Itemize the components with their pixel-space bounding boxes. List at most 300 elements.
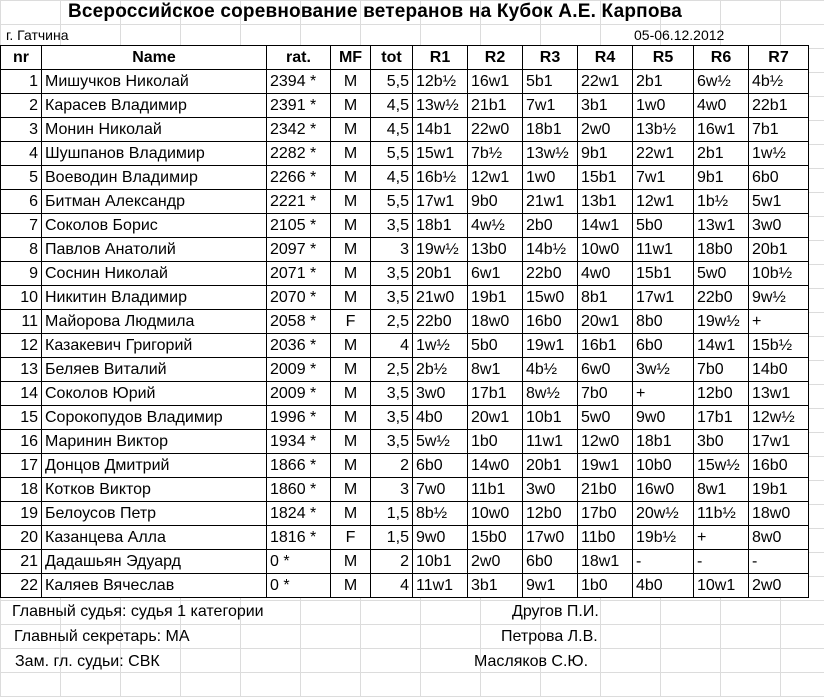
round-6-cell[interactable]: 7b0 [694, 358, 749, 382]
player-name-cell[interactable]: Казакевич Григорий [42, 334, 267, 358]
round-6-cell[interactable]: 5w0 [694, 262, 749, 286]
round-3-cell[interactable]: 16b0 [523, 310, 578, 334]
round-5-cell[interactable]: 2b1 [633, 70, 694, 94]
round-4-cell[interactable]: 3b1 [578, 94, 633, 118]
round-5-cell[interactable]: 11w1 [633, 238, 694, 262]
round-1-cell[interactable]: 2b½ [413, 358, 468, 382]
player-number-cell[interactable]: 4 [1, 142, 42, 166]
table-row [1, 286, 809, 310]
round-7-cell[interactable]: + [749, 310, 809, 334]
round-2-cell[interactable]: 5b0 [468, 334, 523, 358]
round-7-cell[interactable]: 20b1 [749, 238, 809, 262]
round-4-cell[interactable]: 13b1 [578, 190, 633, 214]
round-2-cell[interactable]: 22w0 [468, 118, 523, 142]
round-2-cell[interactable]: 15b0 [468, 526, 523, 550]
gender-cell[interactable]: M [331, 94, 371, 118]
round-2-cell[interactable]: 21b1 [468, 94, 523, 118]
round-3-cell[interactable]: 2b0 [523, 214, 578, 238]
rating-cell[interactable]: 2071 * [267, 262, 331, 286]
round-4-cell[interactable]: 8b1 [578, 286, 633, 310]
round-1-cell[interactable]: 19w½ [413, 238, 468, 262]
round-2-cell[interactable]: 2w0 [468, 550, 523, 574]
column-header[interactable]: R4 [578, 46, 633, 70]
date-label: 05-06.12.2012 [634, 27, 725, 43]
round-3-cell[interactable]: 14b½ [523, 238, 578, 262]
rating-cell[interactable]: 1934 * [267, 430, 331, 454]
round-5-cell[interactable]: 1w0 [633, 94, 694, 118]
player-name-cell[interactable]: Битман Александр [42, 190, 267, 214]
round-5-cell[interactable]: 8b0 [633, 310, 694, 334]
player-number-cell[interactable]: 14 [1, 382, 42, 406]
rating-cell[interactable]: 2036 * [267, 334, 331, 358]
round-2-cell[interactable]: 7b½ [468, 142, 523, 166]
player-name-cell[interactable]: Павлов Анатолий [42, 238, 267, 262]
player-number-cell[interactable]: 3 [1, 118, 42, 142]
round-4-cell[interactable]: 5w0 [578, 406, 633, 430]
total-score-cell[interactable]: 3,5 [371, 214, 413, 238]
round-1-cell[interactable]: 7w0 [413, 478, 468, 502]
column-header[interactable]: nr [1, 46, 42, 70]
round-7-cell[interactable]: 15b½ [749, 334, 809, 358]
round-5-cell[interactable]: 7w1 [633, 166, 694, 190]
rating-cell[interactable]: 2058 * [267, 310, 331, 334]
round-3-cell[interactable]: 11w1 [523, 430, 578, 454]
round-4-cell[interactable]: 1b0 [578, 574, 633, 598]
round-1-cell[interactable]: 8b½ [413, 502, 468, 526]
round-5-cell[interactable]: 6b0 [633, 334, 694, 358]
rating-cell[interactable]: 1866 * [267, 454, 331, 478]
player-name-cell[interactable]: Маринин Виктор [42, 430, 267, 454]
round-6-cell[interactable]: 19w½ [694, 310, 749, 334]
player-number-cell[interactable]: 6 [1, 190, 42, 214]
round-7-cell[interactable]: 16b0 [749, 454, 809, 478]
round-3-cell[interactable]: 1w0 [523, 166, 578, 190]
round-7-cell[interactable]: - [749, 550, 809, 574]
deputy-judge-name: Масляков С.Ю. [474, 653, 589, 670]
rating-cell[interactable]: 1860 * [267, 478, 331, 502]
total-score-cell[interactable]: 3,5 [371, 286, 413, 310]
gender-cell[interactable]: M [331, 286, 371, 310]
round-1-cell[interactable]: 18b1 [413, 214, 468, 238]
player-name-cell[interactable]: Майорова Людмила [42, 310, 267, 334]
total-score-cell[interactable]: 3,5 [371, 430, 413, 454]
round-5-cell[interactable]: 12w1 [633, 190, 694, 214]
rating-cell[interactable]: 1996 * [267, 406, 331, 430]
player-name-cell[interactable]: Дадашьян Эдуард [42, 550, 267, 574]
round-3-cell[interactable]: 10b1 [523, 406, 578, 430]
round-5-cell[interactable]: 9w0 [633, 406, 694, 430]
round-7-cell[interactable]: 22b1 [749, 94, 809, 118]
column-header[interactable]: R1 [413, 46, 468, 70]
round-7-cell[interactable]: 1w½ [749, 142, 809, 166]
round-2-cell[interactable]: 14w0 [468, 454, 523, 478]
round-3-cell[interactable]: 9w1 [523, 574, 578, 598]
rating-cell[interactable]: 2394 * [267, 70, 331, 94]
player-number-cell[interactable]: 18 [1, 478, 42, 502]
total-score-cell[interactable]: 5,5 [371, 190, 413, 214]
round-4-cell[interactable]: 7b0 [578, 382, 633, 406]
column-header[interactable]: rat. [267, 46, 331, 70]
round-7-cell[interactable]: 3w0 [749, 214, 809, 238]
round-3-cell[interactable]: 4b½ [523, 358, 578, 382]
gender-cell[interactable]: M [331, 118, 371, 142]
player-number-cell[interactable]: 22 [1, 574, 42, 598]
round-1-cell[interactable]: 16b½ [413, 166, 468, 190]
table-row [1, 478, 809, 502]
total-score-cell[interactable]: 4,5 [371, 94, 413, 118]
round-6-cell[interactable]: 8w1 [694, 478, 749, 502]
round-6-cell[interactable]: 4w0 [694, 94, 749, 118]
round-6-cell[interactable]: 15w½ [694, 454, 749, 478]
player-name-cell[interactable]: Никитин Владимир [42, 286, 267, 310]
round-1-cell[interactable]: 4b0 [413, 406, 468, 430]
column-header[interactable]: R7 [749, 46, 809, 70]
player-name-cell[interactable]: Каляев Вячеслав [42, 574, 267, 598]
round-5-cell[interactable]: 20w½ [633, 502, 694, 526]
column-header[interactable]: Name [42, 46, 267, 70]
round-2-cell[interactable]: 9b0 [468, 190, 523, 214]
round-1-cell[interactable]: 3w0 [413, 382, 468, 406]
chief-judge-name: Другов П.И. [512, 603, 599, 620]
round-7-cell[interactable]: 14b0 [749, 358, 809, 382]
player-number-cell[interactable]: 10 [1, 286, 42, 310]
total-score-cell[interactable]: 2,5 [371, 310, 413, 334]
gender-cell[interactable]: F [331, 310, 371, 334]
table-row [1, 454, 809, 478]
round-7-cell[interactable]: 6b0 [749, 166, 809, 190]
round-5-cell[interactable]: 15b1 [633, 262, 694, 286]
gender-cell[interactable]: M [331, 430, 371, 454]
player-number-cell[interactable]: 11 [1, 310, 42, 334]
table-row [1, 358, 809, 382]
round-6-cell[interactable]: 11b½ [694, 502, 749, 526]
round-3-cell[interactable]: 15w0 [523, 286, 578, 310]
player-name-cell[interactable]: Мишучков Николай [42, 70, 267, 94]
round-6-cell[interactable]: 17b1 [694, 406, 749, 430]
total-score-cell[interactable]: 3,5 [371, 262, 413, 286]
player-name-cell[interactable]: Донцов Дмитрий [42, 454, 267, 478]
round-6-cell[interactable]: 2b1 [694, 142, 749, 166]
player-number-cell[interactable]: 13 [1, 358, 42, 382]
round-1-cell[interactable]: 10b1 [413, 550, 468, 574]
round-7-cell[interactable]: 8w0 [749, 526, 809, 550]
round-6-cell[interactable]: 14w1 [694, 334, 749, 358]
round-5-cell[interactable]: 16w0 [633, 478, 694, 502]
round-7-cell[interactable]: 2w0 [749, 574, 809, 598]
round-7-cell[interactable]: 13w1 [749, 382, 809, 406]
table-row [1, 502, 809, 526]
round-6-cell[interactable]: 3b0 [694, 430, 749, 454]
round-2-cell[interactable]: 18w0 [468, 310, 523, 334]
total-score-cell[interactable]: 3,5 [371, 406, 413, 430]
player-number-cell[interactable]: 16 [1, 430, 42, 454]
table-row [1, 382, 809, 406]
round-6-cell[interactable]: 12b0 [694, 382, 749, 406]
round-5-cell[interactable]: 5b0 [633, 214, 694, 238]
column-header[interactable]: tot [371, 46, 413, 70]
player-name-cell[interactable]: Белоусов Петр [42, 502, 267, 526]
player-number-cell[interactable]: 20 [1, 526, 42, 550]
round-3-cell[interactable]: 6b0 [523, 550, 578, 574]
total-score-cell[interactable]: 2 [371, 550, 413, 574]
round-1-cell[interactable]: 6b0 [413, 454, 468, 478]
player-number-cell[interactable]: 17 [1, 454, 42, 478]
rating-cell[interactable]: 2009 * [267, 358, 331, 382]
gender-cell[interactable]: M [331, 166, 371, 190]
round-7-cell[interactable]: 4b½ [749, 70, 809, 94]
round-5-cell[interactable]: 10b0 [633, 454, 694, 478]
round-1-cell[interactable]: 9w0 [413, 526, 468, 550]
player-number-cell[interactable]: 1 [1, 70, 42, 94]
round-7-cell[interactable]: 9w½ [749, 286, 809, 310]
round-2-cell[interactable]: 12w1 [468, 166, 523, 190]
round-2-cell[interactable]: 20w1 [468, 406, 523, 430]
total-score-cell[interactable]: 5,5 [371, 142, 413, 166]
round-2-cell[interactable]: 19b1 [468, 286, 523, 310]
total-score-cell[interactable]: 1,5 [371, 526, 413, 550]
round-4-cell[interactable]: 11b0 [578, 526, 633, 550]
round-5-cell[interactable]: + [633, 382, 694, 406]
gender-cell[interactable]: M [331, 214, 371, 238]
player-number-cell[interactable]: 19 [1, 502, 42, 526]
round-6-cell[interactable]: 22b0 [694, 286, 749, 310]
round-7-cell[interactable]: 19b1 [749, 478, 809, 502]
total-score-cell[interactable]: 4 [371, 574, 413, 598]
round-4-cell[interactable]: 18w1 [578, 550, 633, 574]
round-3-cell[interactable]: 21w1 [523, 190, 578, 214]
total-score-cell[interactable]: 2 [371, 454, 413, 478]
player-number-cell[interactable]: 12 [1, 334, 42, 358]
total-score-cell[interactable]: 3 [371, 478, 413, 502]
round-5-cell[interactable]: - [633, 550, 694, 574]
round-6-cell[interactable]: 10w1 [694, 574, 749, 598]
round-2-cell[interactable]: 3b1 [468, 574, 523, 598]
gender-cell[interactable]: M [331, 382, 371, 406]
round-4-cell[interactable]: 21b0 [578, 478, 633, 502]
player-name-cell[interactable]: Карасев Владимир [42, 94, 267, 118]
round-6-cell[interactable]: + [694, 526, 749, 550]
round-2-cell[interactable]: 1b0 [468, 430, 523, 454]
gender-cell[interactable]: M [331, 478, 371, 502]
rating-cell[interactable]: 2009 * [267, 382, 331, 406]
total-score-cell[interactable]: 4,5 [371, 118, 413, 142]
round-3-cell[interactable]: 12b0 [523, 502, 578, 526]
round-7-cell[interactable]: 5w1 [749, 190, 809, 214]
round-1-cell[interactable]: 5w½ [413, 430, 468, 454]
table-row [1, 430, 809, 454]
gender-cell[interactable]: M [331, 334, 371, 358]
round-6-cell[interactable]: 18b0 [694, 238, 749, 262]
gender-cell[interactable]: M [331, 262, 371, 286]
rating-cell[interactable]: 2097 * [267, 238, 331, 262]
round-3-cell[interactable]: 13w½ [523, 142, 578, 166]
player-name-cell[interactable]: Беляев Виталий [42, 358, 267, 382]
round-1-cell[interactable]: 17w1 [413, 190, 468, 214]
gender-cell[interactable]: M [331, 574, 371, 598]
table-row [1, 238, 809, 262]
round-1-cell[interactable]: 12b½ [413, 70, 468, 94]
round-1-cell[interactable]: 15w1 [413, 142, 468, 166]
round-4-cell[interactable]: 4w0 [578, 262, 633, 286]
player-name-cell[interactable]: Шушпанов Владимир [42, 142, 267, 166]
gender-cell[interactable]: M [331, 238, 371, 262]
round-2-cell[interactable]: 8w1 [468, 358, 523, 382]
total-score-cell[interactable]: 3,5 [371, 382, 413, 406]
table-row [1, 94, 809, 118]
round-5-cell[interactable]: 18b1 [633, 430, 694, 454]
round-7-cell[interactable]: 17w1 [749, 430, 809, 454]
table-body [1, 70, 809, 598]
total-score-cell[interactable]: 4 [371, 334, 413, 358]
total-score-cell[interactable]: 2,5 [371, 358, 413, 382]
round-4-cell[interactable]: 20w1 [578, 310, 633, 334]
table-header-row [1, 46, 809, 70]
player-number-cell[interactable]: 9 [1, 262, 42, 286]
round-4-cell[interactable]: 16b1 [578, 334, 633, 358]
page-title: Всероссийское соревнование ветеранов на Кубок А.Е. Карпова [67, 1, 683, 22]
player-number-cell[interactable]: 5 [1, 166, 42, 190]
round-3-cell[interactable]: 22b0 [523, 262, 578, 286]
round-4-cell[interactable]: 10w0 [578, 238, 633, 262]
round-7-cell[interactable]: 10b½ [749, 262, 809, 286]
gender-cell[interactable]: M [331, 502, 371, 526]
round-5-cell[interactable]: 17w1 [633, 286, 694, 310]
round-4-cell[interactable]: 6w0 [578, 358, 633, 382]
round-6-cell[interactable]: - [694, 550, 749, 574]
round-4-cell[interactable]: 2w0 [578, 118, 633, 142]
round-1-cell[interactable]: 22b0 [413, 310, 468, 334]
total-score-cell[interactable]: 4,5 [371, 166, 413, 190]
player-number-cell[interactable]: 8 [1, 238, 42, 262]
gender-cell[interactable]: M [331, 142, 371, 166]
column-header[interactable]: R6 [694, 46, 749, 70]
round-6-cell[interactable]: 1b½ [694, 190, 749, 214]
player-number-cell[interactable]: 7 [1, 214, 42, 238]
round-2-cell[interactable]: 13b0 [468, 238, 523, 262]
column-header[interactable]: R2 [468, 46, 523, 70]
player-name-cell[interactable]: Соколов Юрий [42, 382, 267, 406]
rating-cell[interactable]: 0 * [267, 550, 331, 574]
table-row [1, 406, 809, 430]
rating-cell[interactable]: 2221 * [267, 190, 331, 214]
round-5-cell[interactable]: 3w½ [633, 358, 694, 382]
player-name-cell[interactable]: Монин Николай [42, 118, 267, 142]
total-score-cell[interactable]: 3 [371, 238, 413, 262]
total-score-cell[interactable]: 1,5 [371, 502, 413, 526]
table-row [1, 70, 809, 94]
deputy-judge-label: Зам. гл. судьи: СВК [15, 653, 160, 670]
table-row [1, 334, 809, 358]
gender-cell[interactable]: M [331, 406, 371, 430]
table-row [1, 310, 809, 334]
round-1-cell[interactable]: 14b1 [413, 118, 468, 142]
results-table [0, 45, 809, 598]
round-3-cell[interactable]: 18b1 [523, 118, 578, 142]
rating-cell[interactable]: 0 * [267, 574, 331, 598]
round-1-cell[interactable]: 20b1 [413, 262, 468, 286]
round-6-cell[interactable]: 16w1 [694, 118, 749, 142]
column-header[interactable]: MF [331, 46, 371, 70]
round-3-cell[interactable]: 17w0 [523, 526, 578, 550]
round-5-cell[interactable]: 22w1 [633, 142, 694, 166]
gender-cell[interactable]: F [331, 526, 371, 550]
round-5-cell[interactable]: 4b0 [633, 574, 694, 598]
round-7-cell[interactable]: 12w½ [749, 406, 809, 430]
round-5-cell[interactable]: 19b½ [633, 526, 694, 550]
round-2-cell[interactable]: 6w1 [468, 262, 523, 286]
round-3-cell[interactable]: 20b1 [523, 454, 578, 478]
gender-cell[interactable]: M [331, 358, 371, 382]
round-2-cell[interactable]: 4w½ [468, 214, 523, 238]
round-2-cell[interactable]: 10w0 [468, 502, 523, 526]
player-name-cell[interactable]: Сорокопудов Владимир [42, 406, 267, 430]
gender-cell[interactable]: M [331, 454, 371, 478]
gender-cell[interactable]: M [331, 190, 371, 214]
round-1-cell[interactable]: 1w½ [413, 334, 468, 358]
chief-secretary-name: Петрова Л.В. [501, 628, 598, 645]
round-3-cell[interactable]: 3w0 [523, 478, 578, 502]
gender-cell[interactable]: M [331, 70, 371, 94]
player-number-cell[interactable]: 21 [1, 550, 42, 574]
round-6-cell[interactable]: 9b1 [694, 166, 749, 190]
round-1-cell[interactable]: 11w1 [413, 574, 468, 598]
total-score-cell[interactable]: 5,5 [371, 70, 413, 94]
rating-cell[interactable]: 2282 * [267, 142, 331, 166]
gender-cell[interactable]: M [331, 550, 371, 574]
column-header[interactable]: R3 [523, 46, 578, 70]
player-name-cell[interactable]: Казанцева Алла [42, 526, 267, 550]
round-4-cell[interactable]: 9b1 [578, 142, 633, 166]
table-row [1, 190, 809, 214]
round-2-cell[interactable]: 17b1 [468, 382, 523, 406]
round-4-cell[interactable]: 17b0 [578, 502, 633, 526]
chief-judge-label: Главный судья: судья 1 категории [12, 603, 264, 620]
round-4-cell[interactable]: 15b1 [578, 166, 633, 190]
round-4-cell[interactable]: 22w1 [578, 70, 633, 94]
round-4-cell[interactable]: 19w1 [578, 454, 633, 478]
round-2-cell[interactable]: 11b1 [468, 478, 523, 502]
player-number-cell[interactable]: 2 [1, 94, 42, 118]
column-header[interactable]: R5 [633, 46, 694, 70]
round-5-cell[interactable]: 13b½ [633, 118, 694, 142]
round-4-cell[interactable]: 14w1 [578, 214, 633, 238]
rating-cell[interactable]: 2342 * [267, 118, 331, 142]
rating-cell[interactable]: 2391 * [267, 94, 331, 118]
player-name-cell[interactable]: Соколов Борис [42, 214, 267, 238]
round-3-cell[interactable]: 8w½ [523, 382, 578, 406]
player-name-cell[interactable]: Воеводин Владимир [42, 166, 267, 190]
rating-cell[interactable]: 1824 * [267, 502, 331, 526]
player-name-cell[interactable]: Соснин Николай [42, 262, 267, 286]
round-1-cell[interactable]: 13w½ [413, 94, 468, 118]
player-number-cell[interactable]: 15 [1, 406, 42, 430]
round-3-cell[interactable]: 19w1 [523, 334, 578, 358]
round-6-cell[interactable]: 6w½ [694, 70, 749, 94]
round-2-cell[interactable]: 16w1 [468, 70, 523, 94]
round-6-cell[interactable]: 13w1 [694, 214, 749, 238]
round-3-cell[interactable]: 5b1 [523, 70, 578, 94]
round-1-cell[interactable]: 21w0 [413, 286, 468, 310]
rating-cell[interactable]: 2105 * [267, 214, 331, 238]
round-3-cell[interactable]: 7w1 [523, 94, 578, 118]
round-7-cell[interactable]: 7b1 [749, 118, 809, 142]
rating-cell[interactable]: 2266 * [267, 166, 331, 190]
round-4-cell[interactable]: 12w0 [578, 430, 633, 454]
rating-cell[interactable]: 2070 * [267, 286, 331, 310]
round-7-cell[interactable]: 18w0 [749, 502, 809, 526]
player-name-cell[interactable]: Котков Виктор [42, 478, 267, 502]
rating-cell[interactable]: 1816 * [267, 526, 331, 550]
